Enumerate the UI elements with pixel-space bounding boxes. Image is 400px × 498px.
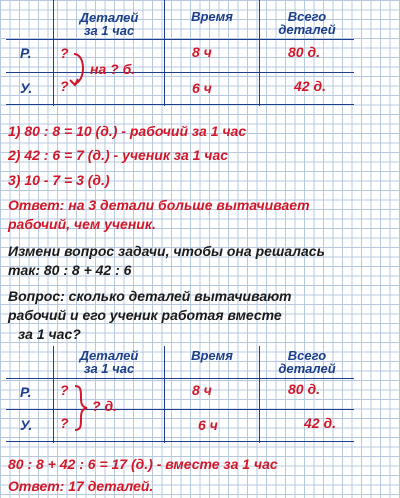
time-value: 6 ч: [198, 417, 218, 433]
header-total: Всего: [287, 348, 327, 363]
unknown-value: ?: [60, 382, 69, 398]
total-value: 42 д.: [294, 78, 327, 94]
solution-expression: 80 : 8 + 42 : 6 = 17 (д.) - вместе за 1 час: [8, 456, 278, 472]
header-parts-per-hour: Деталей: [79, 348, 139, 363]
header-total-2: деталей: [278, 22, 336, 37]
question-line-1: Вопрос: сколько деталей вытачивают: [8, 288, 292, 304]
header-parts-per-hour-2: за 1 час: [83, 361, 135, 376]
row-label: Р.: [20, 45, 32, 61]
row-label: У.: [20, 80, 33, 96]
table-2: [6, 346, 354, 446]
solution-step-3: 3) 10 - 7 = 3 (д.): [8, 172, 110, 188]
curly-brace-icon: [72, 384, 90, 432]
header-total-2: деталей: [278, 361, 336, 376]
answer-line-2: рабочий, чем ученик.: [8, 216, 156, 232]
row-label: У.: [20, 417, 33, 433]
solution-step-2: 2) 42 : 6 = 7 (д.) - ученик за 1 час: [8, 147, 229, 163]
comparison-note: на ? б.: [90, 61, 136, 77]
time-value: 8 ч: [192, 382, 212, 398]
unknown-value: ?: [60, 415, 69, 431]
answer-line-1: Ответ: на 3 детали больше вытачивает: [8, 197, 310, 213]
total-value: 80 д.: [288, 44, 321, 60]
solution-step-1: 1) 80 : 8 = 10 (д.) - рабочий за 1 час: [8, 123, 247, 139]
final-answer: Ответ: 17 деталей.: [8, 478, 154, 494]
question-line-3: за 1 час?: [18, 326, 81, 342]
header-total: Всего: [287, 9, 327, 24]
unknown-value: ?: [60, 45, 69, 61]
question-line-2: рабочий и его ученик работая вместе: [8, 307, 282, 323]
header-time: Время: [191, 348, 233, 363]
total-value: 42 д.: [304, 415, 337, 431]
sum-note: ? д.: [92, 398, 117, 414]
header-parts-per-hour-2: за 1 час: [83, 23, 135, 38]
header-parts-per-hour: Деталей: [79, 10, 139, 25]
comparison-bracket-icon: [68, 50, 90, 90]
row-label: Р.: [20, 384, 32, 400]
task-line-2: так: 80 : 8 + 42 : 6: [8, 262, 132, 278]
unknown-value: ?: [60, 78, 69, 94]
table-1: [6, 0, 354, 106]
time-value: 8 ч: [192, 44, 212, 60]
total-value: 80 д.: [288, 381, 321, 397]
header-time: Время: [191, 9, 233, 24]
time-value: 6 ч: [192, 80, 212, 96]
task-line-1: Измени вопрос задачи, чтобы она решалась: [8, 243, 325, 259]
